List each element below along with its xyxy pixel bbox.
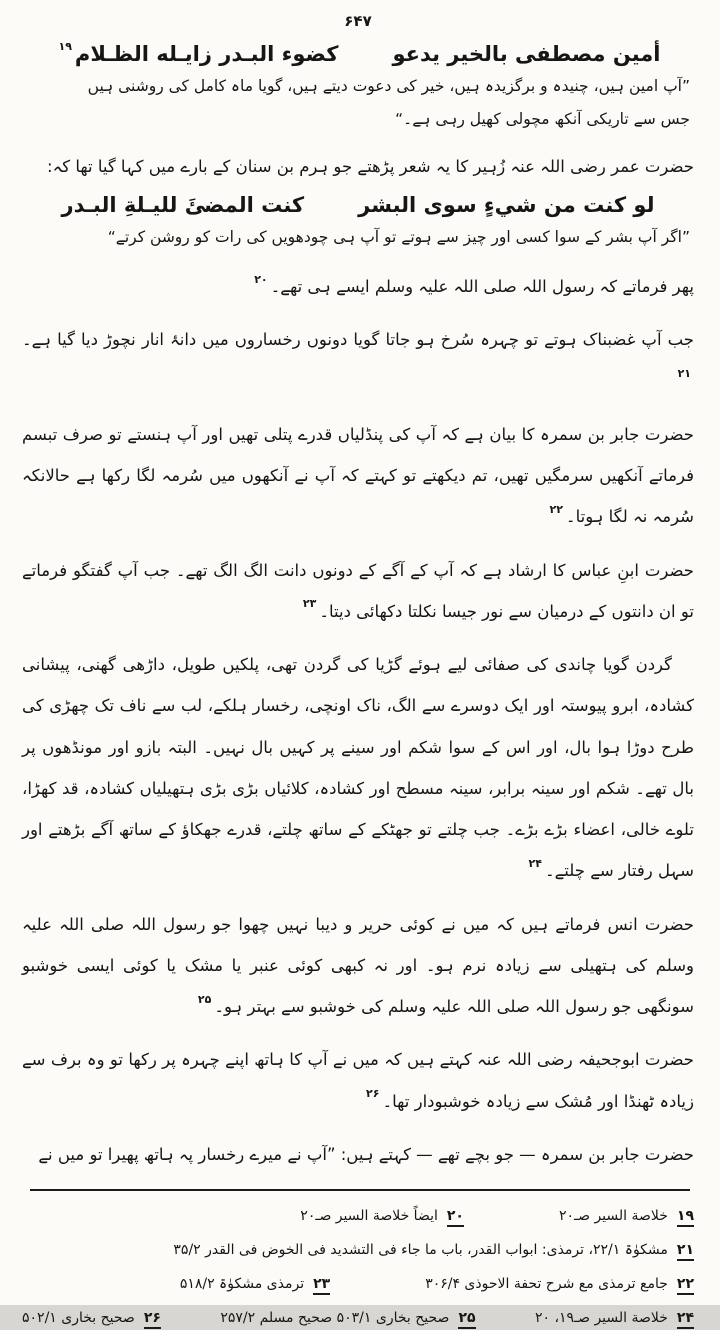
footnote-text: صحیح بخاری ۵۰۳/۱ صحیح مسلم ۲۵۷/۲: [220, 1309, 450, 1326]
footnote-23: [180, 1273, 330, 1297]
footnote-row-4: [22, 1307, 694, 1330]
footnote-number: ۲۱: [677, 1242, 694, 1261]
footnote-separator: [30, 1189, 690, 1191]
footnote-text: خلاصة السیر صـ۲۰: [558, 1208, 668, 1225]
footnote-20: [300, 1205, 464, 1229]
footnote-21: [173, 1239, 694, 1263]
footnote-text: جامع ترمذی مع شرح تحفة الاحوذی ۳۰۶/۴: [425, 1275, 668, 1292]
paragraph-text: حضرت ابنِ عباس کا ارشاد ہے کہ آپ کے آگے کے دونوں دانت الگ الگ تھے۔ جب آپ گفتگو فرماتے تو ان دانتوں کے درمیان سے نور جیسا نکلتا دکھائی دیتا۔: [22, 560, 694, 621]
arabic-couplet-1: [22, 42, 694, 66]
footnote-text: خلاصة السیر صـ۱۹، ۲۰: [534, 1309, 668, 1326]
footnote-24: [535, 1307, 694, 1330]
paragraph-text: گردن گویا چاندی کی صفائی لیے ہوئے گڑیا کی گردن تھی، پلکیں طویل، داڑھی گھنی، پیشانی کشادہ، ابرو پیوستہ اور ایک دوسرے سے الگ، ناک اونچی، رخسار ہلکے، لب سے ناف تک چھڑی کی طرح دوڑا ہوا بال، اور اس کے سوا شکم اور سینے پر کہیں بال نہیں۔ البتہ بازو اور مونڈھوں پر بال تھے۔ شکم اور سینہ برابر، سینہ مسطح اور کشادہ، کلائیاں بڑی بڑی ہتھیلیاں کشادہ، قد کھڑا، تلوے خالی، اعضاء بڑے بڑے۔ جب چلتے تو جھٹکے کے ساتھ چلتے، قدرے جھکاؤ کے ساتھ آگے بڑھتے اور سہل رفتار سے چلتے۔: [22, 655, 694, 881]
couplet1-second-text: كضوء البـدر زايـله الظـلام: [74, 42, 339, 66]
footnote-number: ۱۹: [677, 1208, 694, 1227]
couplet1-second-hemistich: [55, 42, 338, 66]
page-number: ۶۴۷: [344, 12, 372, 30]
footnote-number: ۲۵: [458, 1310, 475, 1329]
footnote-mark-24: ۲۴: [528, 856, 542, 870]
footnote-mark-25: ۲۵: [197, 992, 212, 1006]
footnote-25: [220, 1307, 475, 1330]
paragraph-text: جب آپ غضبناک ہوتے تو چہرہ سُرخ ہو جاتا گویا دونوں رخساروں میں دانۂ انار نچوڑ دیا گیا ہے۔: [22, 330, 694, 350]
paragraph-text: حضرت ابوجحیفہ رضی اللہ عنہ کہتے ہیں کہ میں نے آپ کا ہاتھ اپنے چہرہ پر رکھا تو وہ برف سے زیادہ ٹھنڈا اور مُشک سے زیادہ خوشبودار تھا۔: [22, 1050, 694, 1111]
footnotes-section: [22, 1189, 694, 1330]
footnote-26: [22, 1307, 161, 1330]
footnote-mark-20: ۲۰: [254, 272, 268, 286]
footnote-mark-26: ۲۶: [366, 1087, 380, 1101]
paragraph-physical-description: [22, 644, 694, 892]
footnote-text: مشکوٰۃ ۲۲/۱، ترمذی: ابواب القدر، باب ما جاء فی التشدید فی الخوض فی القدر ۳۵/۲: [173, 1242, 668, 1259]
paragraph-text: پھر فرماتے کہ رسول اللہ صلی اللہ علیہ وسلم ایسے ہی تھے۔: [270, 277, 694, 297]
paragraph-jabir-smile-eyes: [22, 414, 694, 538]
paragraph-jabir-child-cheek: [22, 1134, 694, 1175]
paragraph-anger-face: [22, 319, 694, 402]
paragraph-abu-juhayfa-hand: [22, 1039, 694, 1122]
footnote-text: ترمذی مشکوٰۃ ۵۱۸/۲: [179, 1275, 305, 1292]
footnote-22: [425, 1273, 694, 1297]
couplet1-translation: ”آپ امین ہیں، چنیدہ و برگزیدہ ہیں، خیر کی دعوت دیتے ہیں، گویا ماہ کامل کی روشنی ہیں جس سے تاریکی آنکھ مچولی کھیل رہی ہے۔“: [87, 77, 690, 129]
footnote-mark-23: ۲۳: [302, 597, 317, 611]
couplet2-second-hemistich: كنت المضئَ لليـلةِ البـدر: [61, 192, 305, 217]
footnote-row-2: [22, 1239, 694, 1263]
footnote-number: ۲۲: [677, 1276, 694, 1295]
footnote-19: [559, 1205, 694, 1229]
paragraph-anas-softness-fragrance: [22, 904, 694, 1028]
footnote-number: ۲۶: [144, 1310, 161, 1329]
footnote-number: ۲۴: [677, 1310, 694, 1329]
paragraph-text: حضرت جابر بن سمرہ — جو بچے تھے — کہتے ہیں: ”آپ نے میرے رخسار پہ ہاتھ پھیرا تو میں نے: [38, 1144, 694, 1164]
footnote-row-3: [22, 1273, 694, 1297]
paragraph-text: حضرت جابر بن سمرہ کا بیان ہے کہ آپ کی پنڈلیاں قدرے پتلی تھیں اور آپ ہنستے تو صرف تبسم فرماتے آنکھیں سرمگیں تھیں، تم دیکھتے تو کہتے کہ آپ نے آنکھوں میں سُرمہ لگا رکھا ہے حالانکہ سُرمہ نہ لگا ہوتا۔: [22, 424, 694, 527]
paragraph-rasool-like-this: [22, 266, 694, 307]
arabic-couplet-2: [22, 193, 694, 217]
paragraph-ibn-abbas-teeth: [22, 550, 694, 633]
paragraph-text: حضرت انس فرماتے ہیں کہ میں نے کوئی حریر و دیبا نہیں چھوا جو رسول اللہ صلی اللہ علیہ وسلم کی ہتھیلی سے زیادہ نرم ہو۔ اور نہ کبھی کوئی عنبر یا مشک یا کوئی ایسی خوشبو سونگھی جو رسول اللہ صلی اللہ علیہ وسلم کی خوشبو سے بہتر ہو۔: [22, 914, 694, 1017]
couplet2-translation: ”اگر آپ بشر کے سوا کسی اور چیز سے ہوتے تو آپ ہی چودھویں کی رات کو روشن کرتے“: [107, 227, 690, 246]
couplet1-first-hemistich: أمين مصطفى بالخير يدعو: [392, 42, 661, 66]
footnote-mark-21: ۲۱: [677, 367, 691, 381]
footnote-mark-19: ۱۹: [58, 40, 72, 53]
footnote-text: صحیح بخاری ۵۰۲/۱: [22, 1309, 135, 1326]
footnote-number: ۲۰: [447, 1208, 464, 1227]
couplet2-first-hemistich: لو كنت من شيءٍ سوى البشر: [358, 192, 655, 217]
footnote-number: ۲۳: [313, 1276, 330, 1295]
intro-umar-paragraph: حضرت عمر رضی اللہ عنہ زُہیر کا یہ شعر پڑھتے جو ہرم بن سنان کے بارے میں کہا گیا تھا کہ:: [47, 156, 694, 176]
footnote-text: ایضاً خلاصة السیر صـ۲۰: [300, 1208, 438, 1225]
footnote-mark-22: ۲۲: [549, 502, 563, 516]
footnote-row-1: [22, 1205, 694, 1229]
